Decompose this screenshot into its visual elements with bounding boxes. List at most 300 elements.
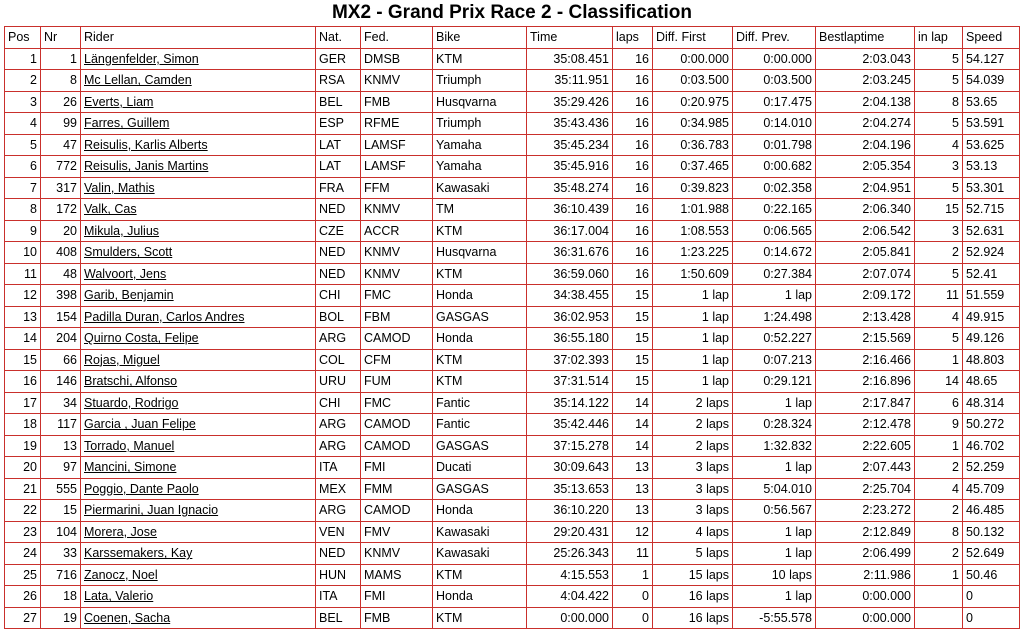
nat-cell: FRA [316, 177, 361, 199]
nat-cell: NED [316, 199, 361, 221]
column-header-rider: Rider [81, 27, 316, 49]
bestlaptime-cell: 2:06.340 [816, 199, 915, 221]
bike-cell: Fantic [433, 392, 527, 414]
fed-cell: FMB [361, 607, 433, 629]
fed-cell: CAMOD [361, 414, 433, 436]
rider-cell [81, 328, 316, 350]
in-lap-cell: 8 [915, 521, 963, 543]
bike-cell: KTM [433, 220, 527, 242]
bike-cell: GASGAS [433, 478, 527, 500]
time-cell: 30:09.643 [527, 457, 613, 479]
pos-cell: 10 [5, 242, 41, 264]
laps-cell: 16 [613, 70, 653, 92]
fed-cell: MAMS [361, 564, 433, 586]
nat-cell: VEN [316, 521, 361, 543]
diff-first-cell: 1:50.609 [653, 263, 733, 285]
table-row [5, 607, 1020, 629]
fed-cell: KNMV [361, 543, 433, 565]
bestlaptime-cell: 2:16.466 [816, 349, 915, 371]
fed-cell: KNMV [361, 263, 433, 285]
bestlaptime-cell: 2:06.542 [816, 220, 915, 242]
pos-cell: 24 [5, 543, 41, 565]
bike-cell: KTM [433, 607, 527, 629]
table-row [5, 564, 1020, 586]
time-cell: 37:02.393 [527, 349, 613, 371]
rider-cell [81, 220, 316, 242]
rider-link[interactable]: Everts, Liam [84, 94, 154, 109]
in-lap-cell: 5 [915, 177, 963, 199]
fed-cell: KNMV [361, 70, 433, 92]
speed-cell: 46.485 [963, 500, 1020, 522]
rider-link[interactable]: Padilla Duran, Carlos Andres [84, 309, 245, 324]
nat-cell: ITA [316, 586, 361, 608]
bike-cell: KTM [433, 371, 527, 393]
rider-cell [81, 414, 316, 436]
rider-link[interactable]: Karssemakers, Kay [84, 546, 193, 561]
nat-cell: ARG [316, 414, 361, 436]
table-row [5, 521, 1020, 543]
nr-cell: 18 [41, 586, 81, 608]
diff-first-cell: 1:23.225 [653, 242, 733, 264]
nat-cell: ITA [316, 457, 361, 479]
pos-cell: 4 [5, 113, 41, 135]
in-lap-cell: 11 [915, 285, 963, 307]
speed-cell: 0 [963, 586, 1020, 608]
diff-prev-cell: 1:24.498 [733, 306, 816, 328]
table-row [5, 285, 1020, 307]
bestlaptime-cell: 2:12.849 [816, 521, 915, 543]
table-row [5, 91, 1020, 113]
rider-link[interactable]: Bratschi, Alfonso [84, 374, 178, 389]
diff-first-cell: 5 laps [653, 543, 733, 565]
in-lap-cell: 2 [915, 543, 963, 565]
time-cell: 36:55.180 [527, 328, 613, 350]
column-header-in-lap: in lap [915, 27, 963, 49]
in-lap-cell: 5 [915, 113, 963, 135]
speed-cell: 48.65 [963, 371, 1020, 393]
pos-cell: 13 [5, 306, 41, 328]
speed-cell: 54.127 [963, 48, 1020, 70]
speed-cell: 53.625 [963, 134, 1020, 156]
fed-cell: CAMOD [361, 435, 433, 457]
speed-cell: 0 [963, 607, 1020, 629]
diff-first-cell: 1 lap [653, 349, 733, 371]
time-cell: 4:15.553 [527, 564, 613, 586]
laps-cell: 16 [613, 48, 653, 70]
rider-link[interactable]: Lata, Valerio [84, 589, 154, 604]
bike-cell: Kawasaki [433, 177, 527, 199]
nr-cell: 15 [41, 500, 81, 522]
time-cell: 35:43.436 [527, 113, 613, 135]
rider-link[interactable]: Farres, Guillem [84, 116, 170, 131]
time-cell: 0:00.000 [527, 607, 613, 629]
bike-cell: KTM [433, 48, 527, 70]
speed-cell: 53.591 [963, 113, 1020, 135]
rider-cell [81, 306, 316, 328]
bestlaptime-cell: 2:12.478 [816, 414, 915, 436]
bike-cell: Honda [433, 500, 527, 522]
in-lap-cell: 6 [915, 392, 963, 414]
bike-cell: Kawasaki [433, 521, 527, 543]
column-header-pos: Pos [5, 27, 41, 49]
nr-cell: 20 [41, 220, 81, 242]
column-header-fed: Fed. [361, 27, 433, 49]
laps-cell: 1 [613, 564, 653, 586]
table-row [5, 134, 1020, 156]
in-lap-cell: 9 [915, 414, 963, 436]
laps-cell: 16 [613, 177, 653, 199]
diff-prev-cell: 0:22.165 [733, 199, 816, 221]
nr-cell: 104 [41, 521, 81, 543]
table-row [5, 414, 1020, 436]
diff-first-cell: 2 laps [653, 392, 733, 414]
in-lap-cell: 1 [915, 564, 963, 586]
rider-link[interactable]: Smulders, Scott [84, 245, 173, 260]
bestlaptime-cell: 2:07.074 [816, 263, 915, 285]
in-lap-cell: 3 [915, 220, 963, 242]
time-cell: 35:45.234 [527, 134, 613, 156]
bike-cell: Honda [433, 328, 527, 350]
nr-cell: 716 [41, 564, 81, 586]
nr-cell: 408 [41, 242, 81, 264]
nat-cell: ARG [316, 328, 361, 350]
speed-cell: 50.46 [963, 564, 1020, 586]
rider-link[interactable]: Mancini, Simone [84, 460, 177, 475]
bestlaptime-cell: 2:05.841 [816, 242, 915, 264]
speed-cell: 48.314 [963, 392, 1020, 414]
time-cell: 35:48.274 [527, 177, 613, 199]
diff-first-cell: 0:36.783 [653, 134, 733, 156]
diff-prev-cell: 0:29.121 [733, 371, 816, 393]
bike-cell: Honda [433, 586, 527, 608]
nr-cell: 26 [41, 91, 81, 113]
time-cell: 4:04.422 [527, 586, 613, 608]
diff-first-cell: 2 laps [653, 435, 733, 457]
pos-cell: 1 [5, 48, 41, 70]
diff-prev-cell: 1 lap [733, 543, 816, 565]
table-row [5, 199, 1020, 221]
in-lap-cell [915, 586, 963, 608]
rider-cell [81, 91, 316, 113]
column-header-diff-first: Diff. First [653, 27, 733, 49]
laps-cell: 16 [613, 263, 653, 285]
nr-cell: 99 [41, 113, 81, 135]
table-row [5, 392, 1020, 414]
fed-cell: FUM [361, 371, 433, 393]
diff-first-cell: 1:08.553 [653, 220, 733, 242]
speed-cell: 45.709 [963, 478, 1020, 500]
bike-cell: Yamaha [433, 156, 527, 178]
pos-cell: 17 [5, 392, 41, 414]
bestlaptime-cell: 2:22.605 [816, 435, 915, 457]
in-lap-cell: 15 [915, 199, 963, 221]
rider-link[interactable]: Mikula, Julius [84, 223, 160, 238]
laps-cell: 13 [613, 478, 653, 500]
diff-prev-cell: 0:01.798 [733, 134, 816, 156]
speed-cell: 48.803 [963, 349, 1020, 371]
column-header-bike: Bike [433, 27, 527, 49]
laps-cell: 12 [613, 521, 653, 543]
diff-first-cell: 3 laps [653, 500, 733, 522]
diff-prev-cell: 1 lap [733, 586, 816, 608]
rider-link[interactable]: Torrado, Manuel [84, 438, 175, 453]
fed-cell: FFM [361, 177, 433, 199]
nat-cell: NED [316, 263, 361, 285]
nr-cell: 398 [41, 285, 81, 307]
fed-cell: FMI [361, 586, 433, 608]
speed-cell: 52.649 [963, 543, 1020, 565]
rider-cell [81, 70, 316, 92]
rider-link[interactable]: Garib, Benjamin [84, 288, 174, 303]
diff-first-cell: 3 laps [653, 478, 733, 500]
nat-cell: URU [316, 371, 361, 393]
rider-link[interactable]: Reisulis, Janis Martins [84, 159, 209, 174]
diff-prev-cell: 0:56.567 [733, 500, 816, 522]
rider-cell [81, 586, 316, 608]
fed-cell: RFME [361, 113, 433, 135]
diff-prev-cell: 0:00.682 [733, 156, 816, 178]
laps-cell: 15 [613, 371, 653, 393]
time-cell: 35:08.451 [527, 48, 613, 70]
rider-link[interactable]: Walvoort, Jens [84, 266, 167, 281]
column-header-bestlaptime: Bestlaptime [816, 27, 915, 49]
table-row [5, 263, 1020, 285]
laps-cell: 16 [613, 134, 653, 156]
time-cell: 37:15.278 [527, 435, 613, 457]
pos-cell: 19 [5, 435, 41, 457]
rider-cell [81, 156, 316, 178]
rider-link[interactable]: Stuardo, Rodrigo [84, 395, 179, 410]
nr-cell: 172 [41, 199, 81, 221]
laps-cell: 0 [613, 586, 653, 608]
nat-cell: RSA [316, 70, 361, 92]
rider-cell [81, 113, 316, 135]
bestlaptime-cell: 0:00.000 [816, 607, 915, 629]
table-row [5, 457, 1020, 479]
diff-first-cell: 1 lap [653, 328, 733, 350]
column-header-nr: Nr [41, 27, 81, 49]
laps-cell: 14 [613, 414, 653, 436]
speed-cell: 51.559 [963, 285, 1020, 307]
laps-cell: 14 [613, 392, 653, 414]
column-header-speed: Speed [963, 27, 1020, 49]
rider-link[interactable]: Quirno Costa, Felipe [84, 331, 199, 346]
table-row [5, 500, 1020, 522]
bestlaptime-cell: 2:17.847 [816, 392, 915, 414]
in-lap-cell: 4 [915, 478, 963, 500]
in-lap-cell: 5 [915, 263, 963, 285]
diff-prev-cell: 10 laps [733, 564, 816, 586]
bestlaptime-cell: 2:25.704 [816, 478, 915, 500]
bike-cell: KTM [433, 564, 527, 586]
bestlaptime-cell: 2:11.986 [816, 564, 915, 586]
speed-cell: 49.915 [963, 306, 1020, 328]
table-row [5, 435, 1020, 457]
diff-prev-cell: 1 lap [733, 392, 816, 414]
nr-cell: 8 [41, 70, 81, 92]
bestlaptime-cell: 2:03.043 [816, 48, 915, 70]
table-row [5, 113, 1020, 135]
in-lap-cell [915, 607, 963, 629]
rider-cell [81, 478, 316, 500]
pos-cell: 6 [5, 156, 41, 178]
time-cell: 36:17.004 [527, 220, 613, 242]
rider-link[interactable]: Valk, Cas [84, 202, 137, 217]
nr-cell: 33 [41, 543, 81, 565]
rider-cell [81, 349, 316, 371]
bike-cell: Honda [433, 285, 527, 307]
nat-cell: LAT [316, 156, 361, 178]
time-cell: 36:02.953 [527, 306, 613, 328]
speed-cell: 52.715 [963, 199, 1020, 221]
diff-prev-cell: 1:32.832 [733, 435, 816, 457]
rider-link[interactable]: Zanocz, Noel [84, 567, 158, 582]
rider-link[interactable]: Coenen, Sacha [84, 610, 171, 625]
table-row [5, 220, 1020, 242]
table-row [5, 156, 1020, 178]
speed-cell: 53.65 [963, 91, 1020, 113]
fed-cell: FMC [361, 392, 433, 414]
bike-cell: Triumph [433, 70, 527, 92]
diff-first-cell: 0:03.500 [653, 70, 733, 92]
diff-first-cell: 0:00.000 [653, 48, 733, 70]
table-row [5, 177, 1020, 199]
nat-cell: CZE [316, 220, 361, 242]
nat-cell: NED [316, 543, 361, 565]
rider-cell [81, 48, 316, 70]
nat-cell: ARG [316, 500, 361, 522]
rider-link[interactable]: Längenfelder, Simon [84, 51, 199, 66]
pos-cell: 16 [5, 371, 41, 393]
bike-cell: Ducati [433, 457, 527, 479]
in-lap-cell: 8 [915, 91, 963, 113]
diff-first-cell: 1 lap [653, 306, 733, 328]
nat-cell: BOL [316, 306, 361, 328]
pos-cell: 14 [5, 328, 41, 350]
pos-cell: 18 [5, 414, 41, 436]
rider-cell [81, 199, 316, 221]
rider-link[interactable]: Poggio, Dante Paolo [84, 481, 199, 496]
rider-cell [81, 564, 316, 586]
diff-first-cell: 15 laps [653, 564, 733, 586]
nr-cell: 772 [41, 156, 81, 178]
column-header-time: Time [527, 27, 613, 49]
pos-cell: 3 [5, 91, 41, 113]
classification-table [4, 26, 1020, 629]
table-row [5, 371, 1020, 393]
rider-link[interactable]: Garcia , Juan Felipe [84, 417, 196, 432]
in-lap-cell: 5 [915, 48, 963, 70]
pos-cell: 12 [5, 285, 41, 307]
pos-cell: 20 [5, 457, 41, 479]
nr-cell: 34 [41, 392, 81, 414]
pos-cell: 21 [5, 478, 41, 500]
diff-first-cell: 3 laps [653, 457, 733, 479]
diff-first-cell: 16 laps [653, 586, 733, 608]
in-lap-cell: 1 [915, 435, 963, 457]
diff-prev-cell: 5:04.010 [733, 478, 816, 500]
fed-cell: FMM [361, 478, 433, 500]
diff-first-cell: 16 laps [653, 607, 733, 629]
nat-cell: COL [316, 349, 361, 371]
diff-first-cell: 0:37.465 [653, 156, 733, 178]
table-row [5, 349, 1020, 371]
speed-cell: 52.41 [963, 263, 1020, 285]
fed-cell: KNMV [361, 242, 433, 264]
nr-cell: 317 [41, 177, 81, 199]
diff-prev-cell: 0:02.358 [733, 177, 816, 199]
table-row [5, 328, 1020, 350]
diff-prev-cell: 1 lap [733, 457, 816, 479]
diff-prev-cell: 0:52.227 [733, 328, 816, 350]
bike-cell: Husqvarna [433, 242, 527, 264]
nat-cell: HUN [316, 564, 361, 586]
pos-cell: 22 [5, 500, 41, 522]
fed-cell: LAMSF [361, 156, 433, 178]
time-cell: 35:13.653 [527, 478, 613, 500]
in-lap-cell: 2 [915, 500, 963, 522]
nr-cell: 13 [41, 435, 81, 457]
nr-cell: 19 [41, 607, 81, 629]
rider-link[interactable]: Mc Lellan, Camden [84, 73, 192, 88]
diff-first-cell: 0:34.985 [653, 113, 733, 135]
table-row [5, 586, 1020, 608]
bestlaptime-cell: 2:16.896 [816, 371, 915, 393]
bestlaptime-cell: 2:04.196 [816, 134, 915, 156]
diff-first-cell: 1:01.988 [653, 199, 733, 221]
bike-cell: Husqvarna [433, 91, 527, 113]
diff-prev-cell: 1 lap [733, 521, 816, 543]
diff-prev-cell: 0:06.565 [733, 220, 816, 242]
rider-cell [81, 134, 316, 156]
bike-cell: Fantic [433, 414, 527, 436]
rider-cell [81, 371, 316, 393]
column-header-diff-prev: Diff. Prev. [733, 27, 816, 49]
pos-cell: 27 [5, 607, 41, 629]
laps-cell: 15 [613, 285, 653, 307]
rider-cell [81, 543, 316, 565]
laps-cell: 16 [613, 156, 653, 178]
rider-link[interactable]: Rojas, Miguel [84, 352, 160, 367]
speed-cell: 50.132 [963, 521, 1020, 543]
nat-cell: BEL [316, 91, 361, 113]
pos-cell: 23 [5, 521, 41, 543]
time-cell: 36:59.060 [527, 263, 613, 285]
pos-cell: 5 [5, 134, 41, 156]
pos-cell: 15 [5, 349, 41, 371]
rider-link[interactable]: Reisulis, Karlis Alberts [84, 137, 208, 152]
rider-link[interactable]: Valin, Mathis [84, 180, 155, 195]
diff-prev-cell: 0:27.384 [733, 263, 816, 285]
bestlaptime-cell: 2:05.354 [816, 156, 915, 178]
diff-first-cell: 2 laps [653, 414, 733, 436]
fed-cell: FMB [361, 91, 433, 113]
speed-cell: 54.039 [963, 70, 1020, 92]
pos-cell: 2 [5, 70, 41, 92]
fed-cell: CFM [361, 349, 433, 371]
bestlaptime-cell: 2:04.951 [816, 177, 915, 199]
laps-cell: 13 [613, 500, 653, 522]
rider-link[interactable]: Piermarini, Juan Ignacio [84, 503, 219, 518]
time-cell: 35:14.122 [527, 392, 613, 414]
laps-cell: 15 [613, 306, 653, 328]
bestlaptime-cell: 2:23.272 [816, 500, 915, 522]
rider-link[interactable]: Morera, Jose [84, 524, 157, 539]
speed-cell: 50.272 [963, 414, 1020, 436]
rider-cell [81, 242, 316, 264]
speed-cell: 49.126 [963, 328, 1020, 350]
diff-prev-cell: 1 lap [733, 285, 816, 307]
